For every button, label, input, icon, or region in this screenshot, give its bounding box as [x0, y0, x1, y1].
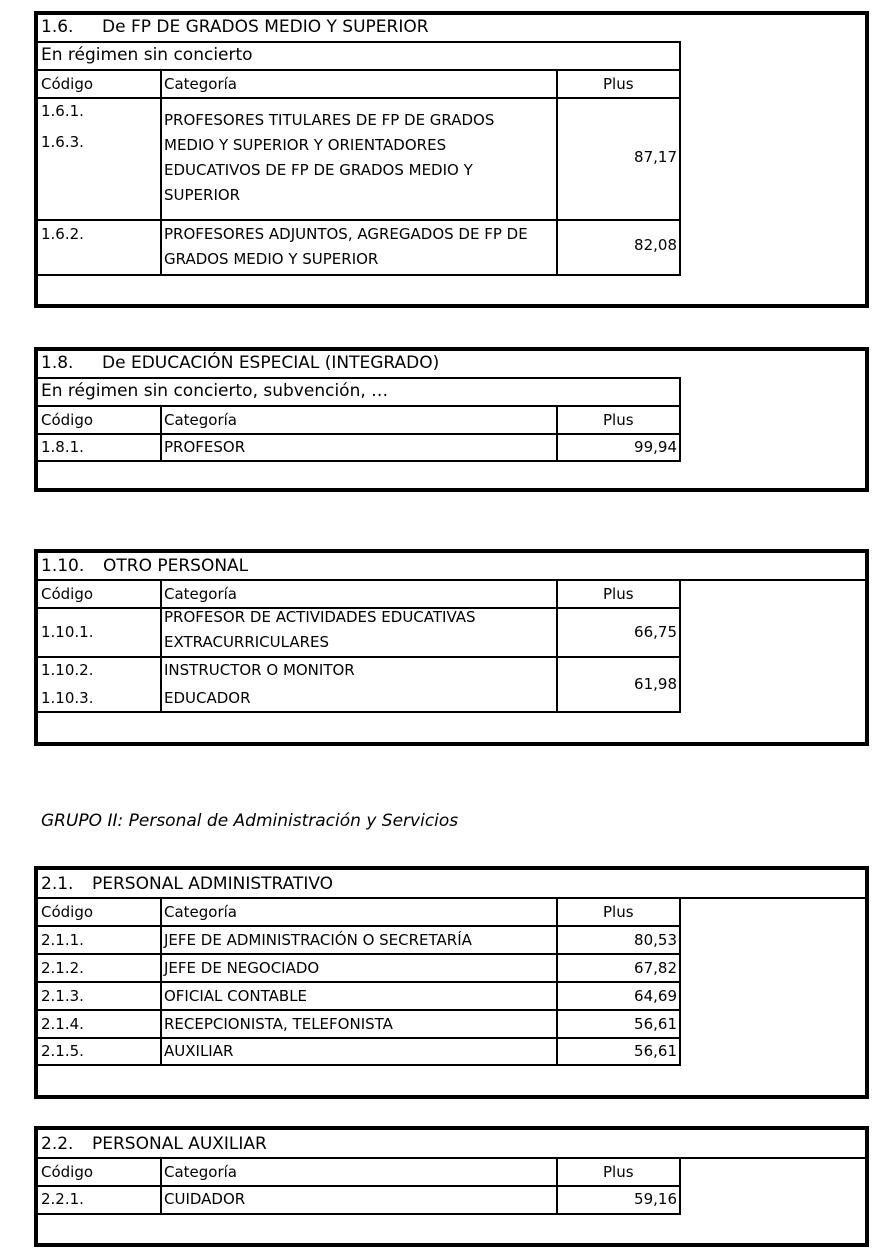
header-plus: Plus [603, 1163, 634, 1181]
row-category: INSTRUCTOR O MONITOR [164, 661, 355, 679]
section-number: 2.2. [41, 1134, 74, 1154]
header-category: Categoría [164, 411, 238, 429]
section-number: 1.10. [41, 556, 85, 576]
header-category: Categoría [164, 903, 238, 921]
row-code: 1.6.1. [41, 102, 84, 120]
row-code: 2.1.5. [41, 1042, 84, 1060]
section-title: PERSONAL AUXILIAR [92, 1134, 267, 1154]
row-category: PROFESOR DE ACTIVIDADES EDUCATIVAS EXTRACURRICULARES [164, 608, 476, 651]
header-code: Código [41, 1163, 94, 1181]
row-plus: 67,82 [634, 959, 677, 977]
row-plus: 66,75 [634, 623, 677, 641]
row-plus: 56,61 [634, 1042, 677, 1060]
row-code: 1.6.3. [41, 133, 84, 151]
row-plus: 64,69 [634, 987, 677, 1005]
row-category: PROFESORES TITULARES DE FP DE GRADOS MEDIO Y SUPERIOR Y ORIENTADORES EDUCATIVOS DE FP DE GRADOS MEDIO Y SUPERIOR [164, 111, 495, 204]
section-number: 1.8. [41, 353, 74, 373]
header-code: Código [41, 585, 94, 603]
header-code: Código [41, 903, 94, 921]
section-title: PERSONAL ADMINISTRATIVO [92, 874, 334, 894]
section-title: De FP DE GRADOS MEDIO Y SUPERIOR [102, 17, 429, 37]
group-heading: GRUPO II: Personal de Administración y Servicios [41, 811, 459, 831]
header-code: Código [41, 75, 94, 93]
row-plus: 80,53 [634, 931, 677, 949]
row-code: 2.1.2. [41, 959, 84, 977]
row-plus: 61,98 [634, 675, 677, 693]
section-title: De EDUCACIÓN ESPECIAL (INTEGRADO) [102, 353, 440, 373]
section-number: 1.6. [41, 17, 74, 37]
row-plus: 56,61 [634, 1015, 677, 1033]
row-code: 2.1.1. [41, 931, 84, 949]
row-category: JEFE DE NEGOCIADO [164, 959, 320, 977]
row-code: 1.8.1. [41, 438, 84, 456]
row-category: JEFE DE ADMINISTRACIÓN O SECRETARÍA [164, 931, 472, 949]
row-code: 1.6.2. [41, 225, 84, 243]
row-category: OFICIAL CONTABLE [164, 987, 308, 1005]
header-plus: Plus [603, 75, 634, 93]
regime-label: En régimen sin concierto, subvención, … [41, 381, 389, 401]
header-category: Categoría [164, 1163, 238, 1181]
header-category: Categoría [164, 75, 238, 93]
row-code: 1.10.3. [41, 689, 94, 707]
row-code: 2.1.4. [41, 1015, 84, 1033]
header-plus: Plus [603, 585, 634, 603]
section-title: OTRO PERSONAL [103, 556, 249, 576]
row-plus: 82,08 [634, 236, 677, 254]
row-category: RECEPCIONISTA, TELEFONISTA [164, 1015, 393, 1033]
row-category: AUXILIAR [164, 1042, 234, 1060]
row-plus: 87,17 [634, 148, 677, 166]
header-category: Categoría [164, 585, 238, 603]
header-plus: Plus [603, 903, 634, 921]
row-category: CUIDADOR [164, 1190, 246, 1208]
row-code: 1.10.1. [41, 623, 94, 641]
section-number: 2.1. [41, 874, 74, 894]
header-code: Código [41, 411, 94, 429]
row-category: EDUCADOR [164, 689, 251, 707]
row-code: 2.2.1. [41, 1190, 84, 1208]
row-plus: 99,94 [634, 438, 677, 456]
row-category: PROFESORES ADJUNTOS, AGREGADOS DE FP DE GRADOS MEDIO Y SUPERIOR [164, 225, 528, 268]
regime-label: En régimen sin concierto [41, 45, 253, 65]
row-plus: 59,16 [634, 1190, 677, 1208]
row-category: PROFESOR [164, 438, 246, 456]
header-plus: Plus [603, 411, 634, 429]
row-code: 1.10.2. [41, 661, 94, 679]
row-code: 2.1.3. [41, 987, 84, 1005]
